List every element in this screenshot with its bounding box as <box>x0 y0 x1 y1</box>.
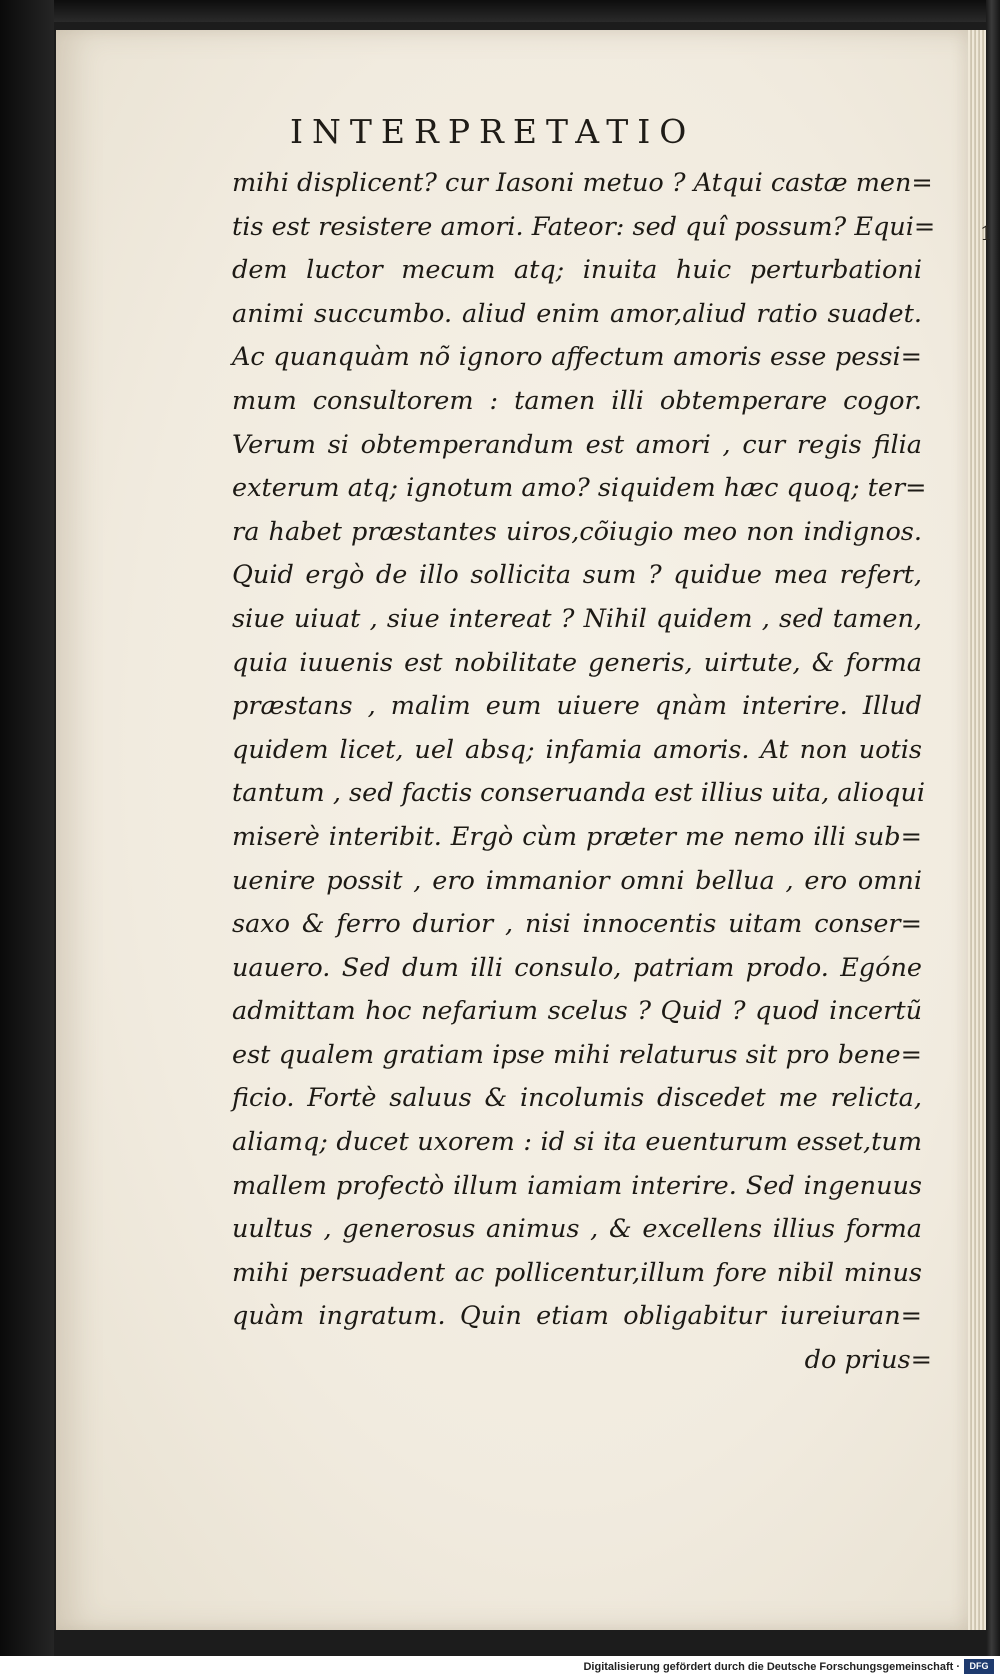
running-head: INTERPRETATIO <box>290 112 696 151</box>
text-line: quàm ingratum. Quin etiam obligabitur iureiuran= <box>232 1301 922 1332</box>
text-line: admittam hoc nefarium scelus ? Quid ? quod incertũ <box>232 996 922 1027</box>
text-line: ficio. Fortè saluus & incolumis discedet me relicta, <box>232 1083 922 1114</box>
catchword: do prius= <box>804 1345 932 1376</box>
scan-top-edge <box>0 0 1000 22</box>
text-line: præstans , malim eum uiuere qnàm interire. Illud <box>232 691 922 722</box>
text-line: Quid ergò de illo sollicita sum ? quidue mea refert, <box>232 560 922 591</box>
text-line: siue uiuat , siue intereat ? Nihil quidem , sed tamen, <box>232 603 922 634</box>
text-line: saxo & ferro durior , nisi innocentis uitam conser= <box>232 909 922 940</box>
body-text <box>232 162 942 1383</box>
text-line: animi succumbo. aliud enim amor,aliud ratio suadet. <box>232 298 922 329</box>
text-line: miserè interibit. Ergò cùm præter me nemo illi sub= <box>232 821 922 852</box>
page-fore-edge <box>968 30 986 1630</box>
text-line: mum consultorem : tamen illi obtemperare cogor. <box>232 385 922 416</box>
text-line: uauero. Sed dum illi consulo, patriam prodo. Egóne <box>232 952 922 983</box>
text-line: mallem profectò illum iamiam interire. Sed ingenuus <box>232 1170 922 1201</box>
text-line: quia iuuenis est nobilitate generis, uirtute, & forma <box>232 647 922 678</box>
text-line: quidem licet, uel absq; infamia amoris. At non uotis <box>232 734 922 765</box>
scan-right-strip <box>986 0 1000 1656</box>
text-line: uultus , generosus animus , & excellens illius forma <box>232 1214 922 1245</box>
edge-mark: 1 <box>980 221 993 245</box>
text-line: dem luctor mecum atq; inuita huic perturbationi <box>232 255 922 286</box>
text-line: mihi displicent? cur Iasoni metuo ? Atqui castæ men= <box>232 168 933 198</box>
scan-left-edge <box>0 0 54 1656</box>
text-line: tis est resistere amori. Fateor: sed quî possum? Equi= <box>232 211 936 242</box>
text-line: exterum atq; ignotum amo? siquidem hæc quoq; ter= <box>232 473 927 504</box>
dfg-logo: DFG <box>964 1659 994 1674</box>
text-line: uenire possit , ero immanior omni bellua , ero omni <box>232 865 922 896</box>
text-line: tantum , sed factis conseruanda est illius uita, alioqui <box>232 778 926 809</box>
text-line: Verum si obtemperandum est amori , cur regis filia <box>232 429 922 460</box>
digitization-credit: Digitalisierung gefördert durch die Deutsche Forschungsgemeinschaft · <box>583 1661 960 1673</box>
text-line: ra habet præstantes uiros,cõiugio meo non indignos. <box>232 516 922 547</box>
text-line: Ac quanquàm nõ ignoro affectum amoris esse pessi= <box>232 342 922 373</box>
text-line: est qualem gratiam ipse mihi relaturus sit pro bene= <box>232 1039 922 1070</box>
text-line: aliamq; ducet uxorem : id si ita euenturum esset,tum <box>232 1127 922 1158</box>
text-line: mihi persuadent ac pollicentur,illum fore nibil minus <box>232 1257 922 1288</box>
